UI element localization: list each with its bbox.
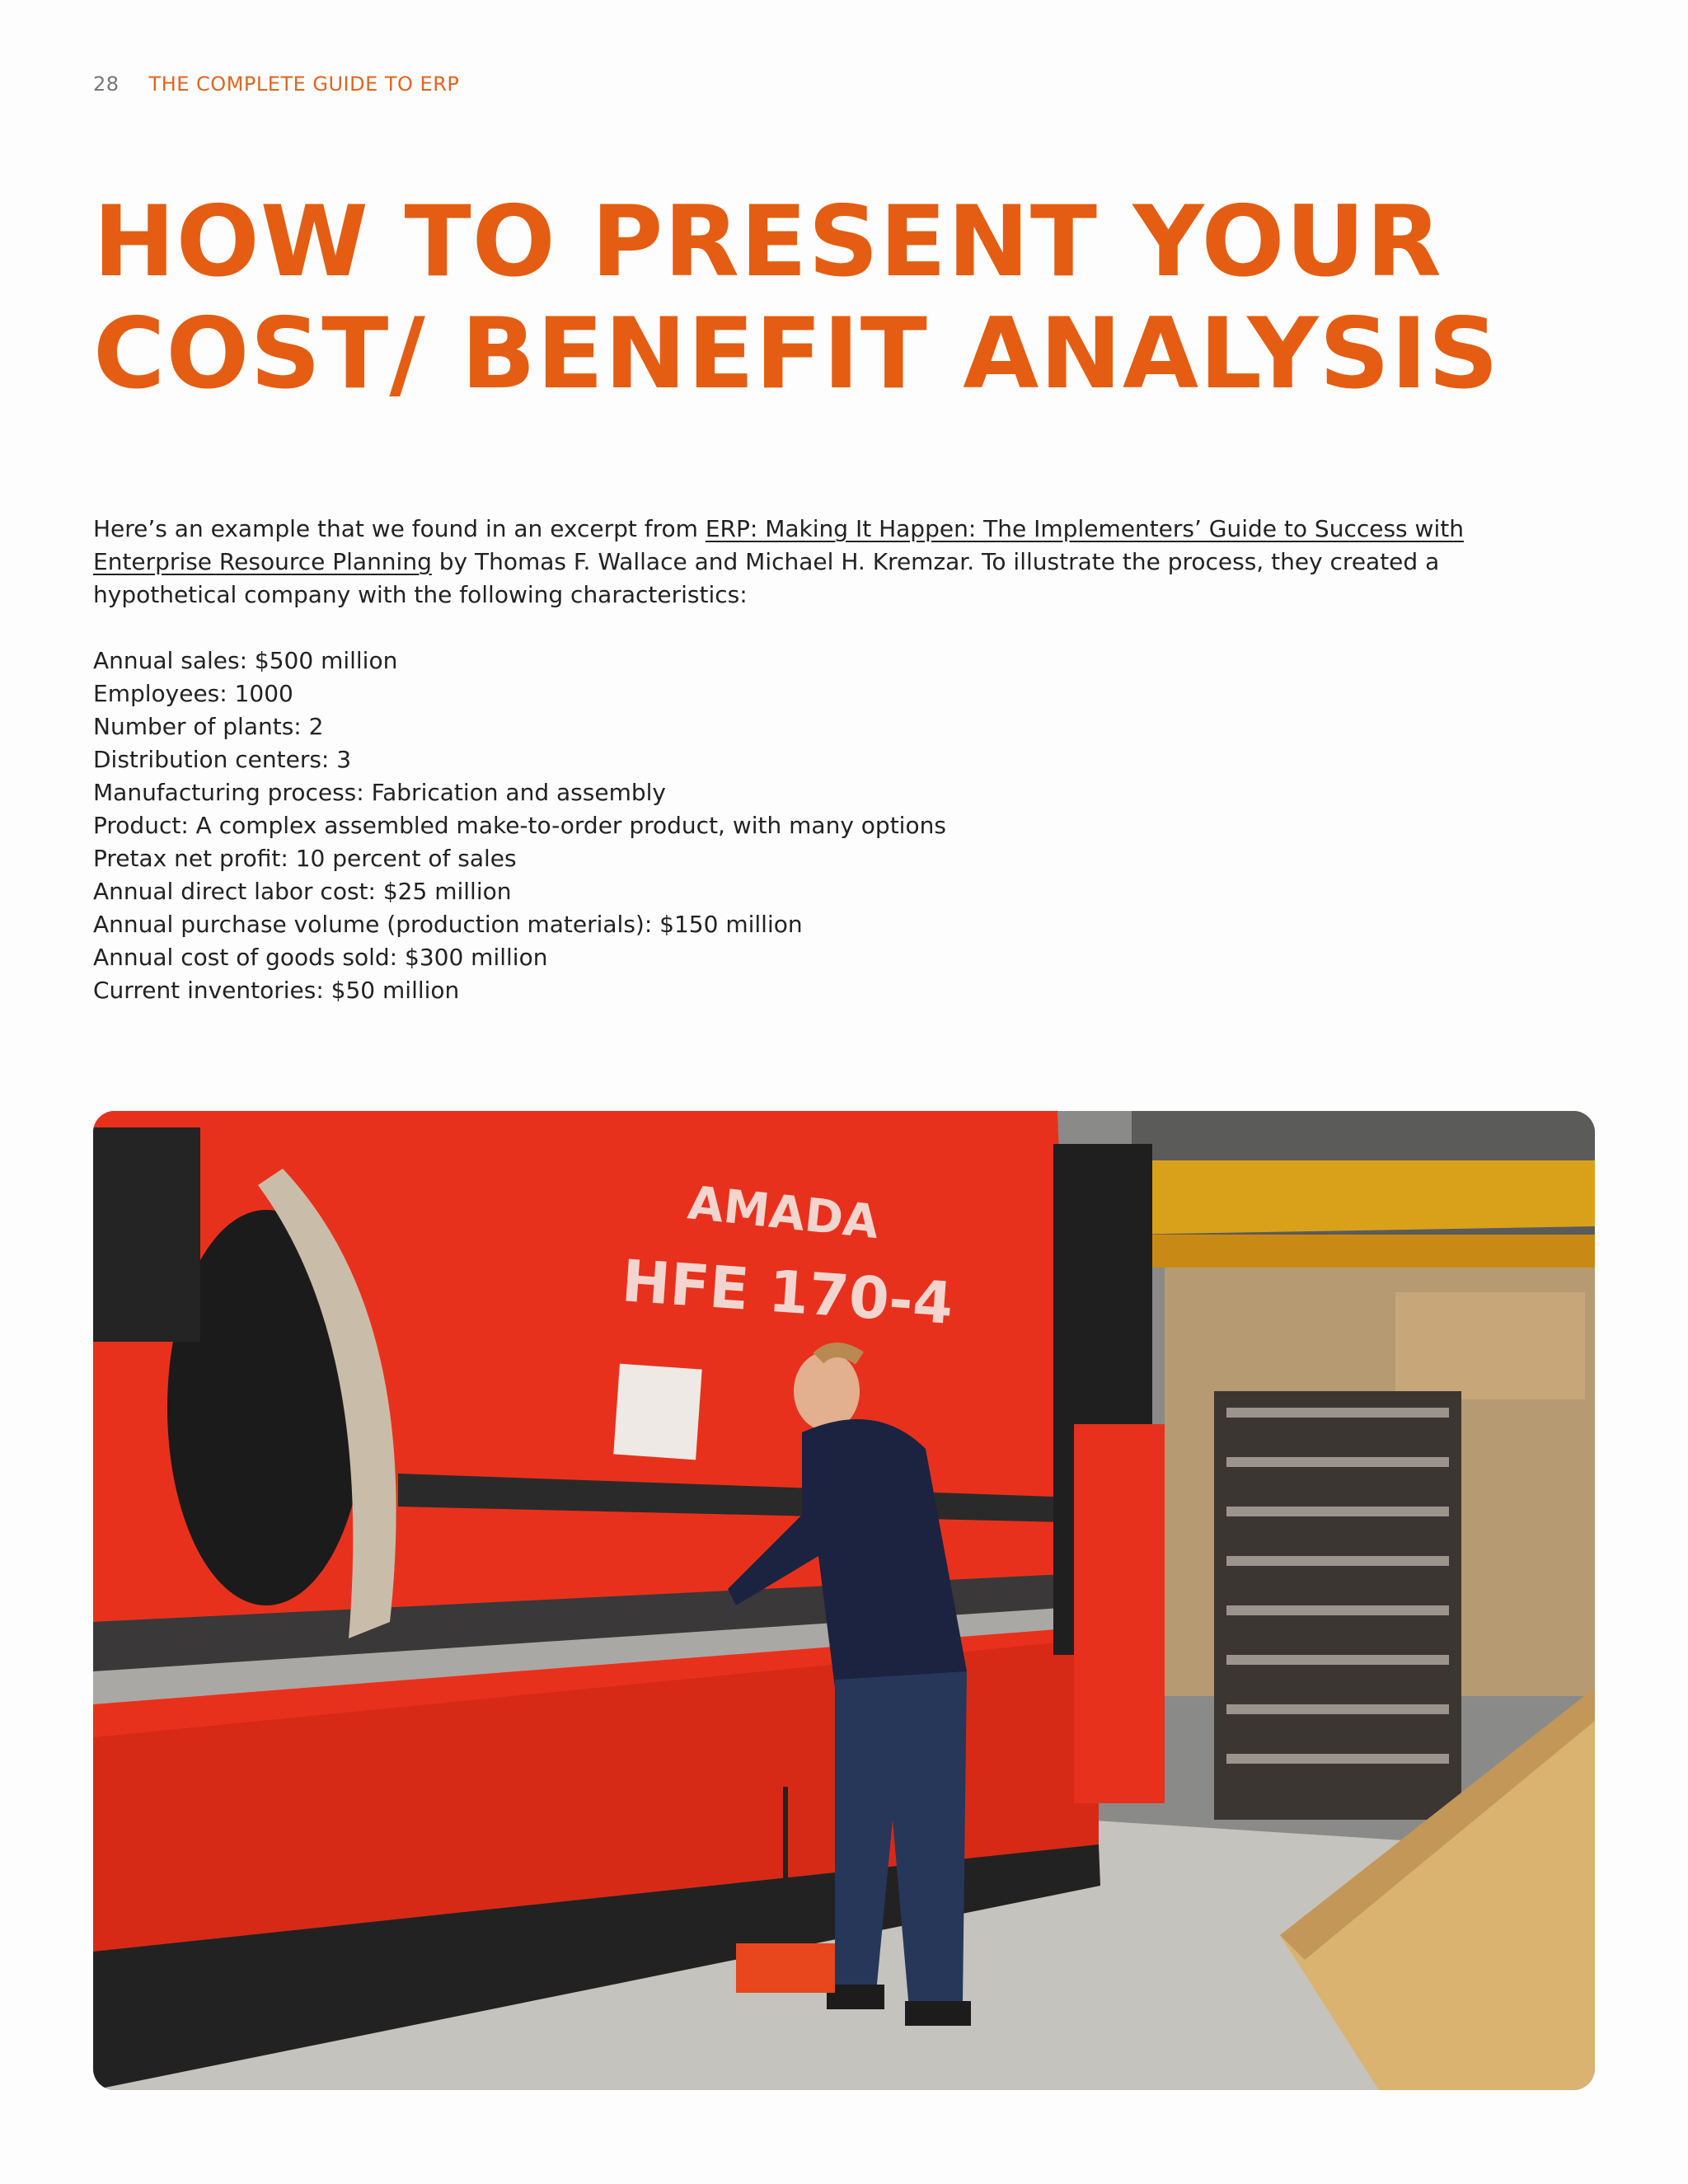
list-item: Annual sales: $500 million — [93, 647, 398, 674]
list-item: Annual direct labor cost: $25 million — [93, 878, 512, 905]
list-item: Product: A complex assembled make-to-order product, with many options — [93, 812, 946, 839]
list-item: Annual purchase volume (production materials): $150 million — [93, 911, 803, 938]
machine-brand: AMADA — [685, 1176, 882, 1250]
intro-text-end: by Thomas F. Wallace and Michael H. Kremzar. To illustrate the process, they created a hypothetical company with the following characteristics: — [93, 548, 1440, 608]
running-title: THE COMPLETE GUIDE TO ERP — [148, 73, 460, 96]
book-title-link[interactable]: ERP: Making It Happen: The Implementers’ Guide to Success with Enterprise Resource Planning — [93, 515, 1464, 575]
intro-text-start: Here’s an example that we found in an excerpt from — [93, 515, 706, 542]
list-item: Manufacturing process: Fabrication and assembly — [93, 779, 666, 806]
page-number: 28 — [93, 73, 120, 96]
intro-paragraph — [93, 513, 1577, 612]
page-title: HOW TO PRESENT YOUR COST/ BENEFIT ANALYSIS — [93, 185, 1500, 411]
list-item: Pretax net profit: 10 percent of sales — [93, 845, 517, 872]
press-brake-photo — [93, 1111, 1595, 2090]
machine-model: HFE 170-4 — [619, 1247, 956, 1338]
foot-pedal — [736, 1943, 835, 1993]
list-item: Employees: 1000 — [93, 680, 293, 707]
list-item: Current inventories: $50 million — [93, 977, 460, 1004]
list-item: Distribution centers: 3 — [93, 746, 352, 773]
company-characteristics-list — [93, 644, 946, 1007]
page-header — [93, 73, 459, 96]
list-item: Annual cost of goods sold: $300 million — [93, 944, 548, 971]
tool-shelving — [1214, 1391, 1461, 1820]
factory-illustration — [93, 1111, 1595, 2090]
list-item: Number of plants: 2 — [93, 713, 324, 740]
